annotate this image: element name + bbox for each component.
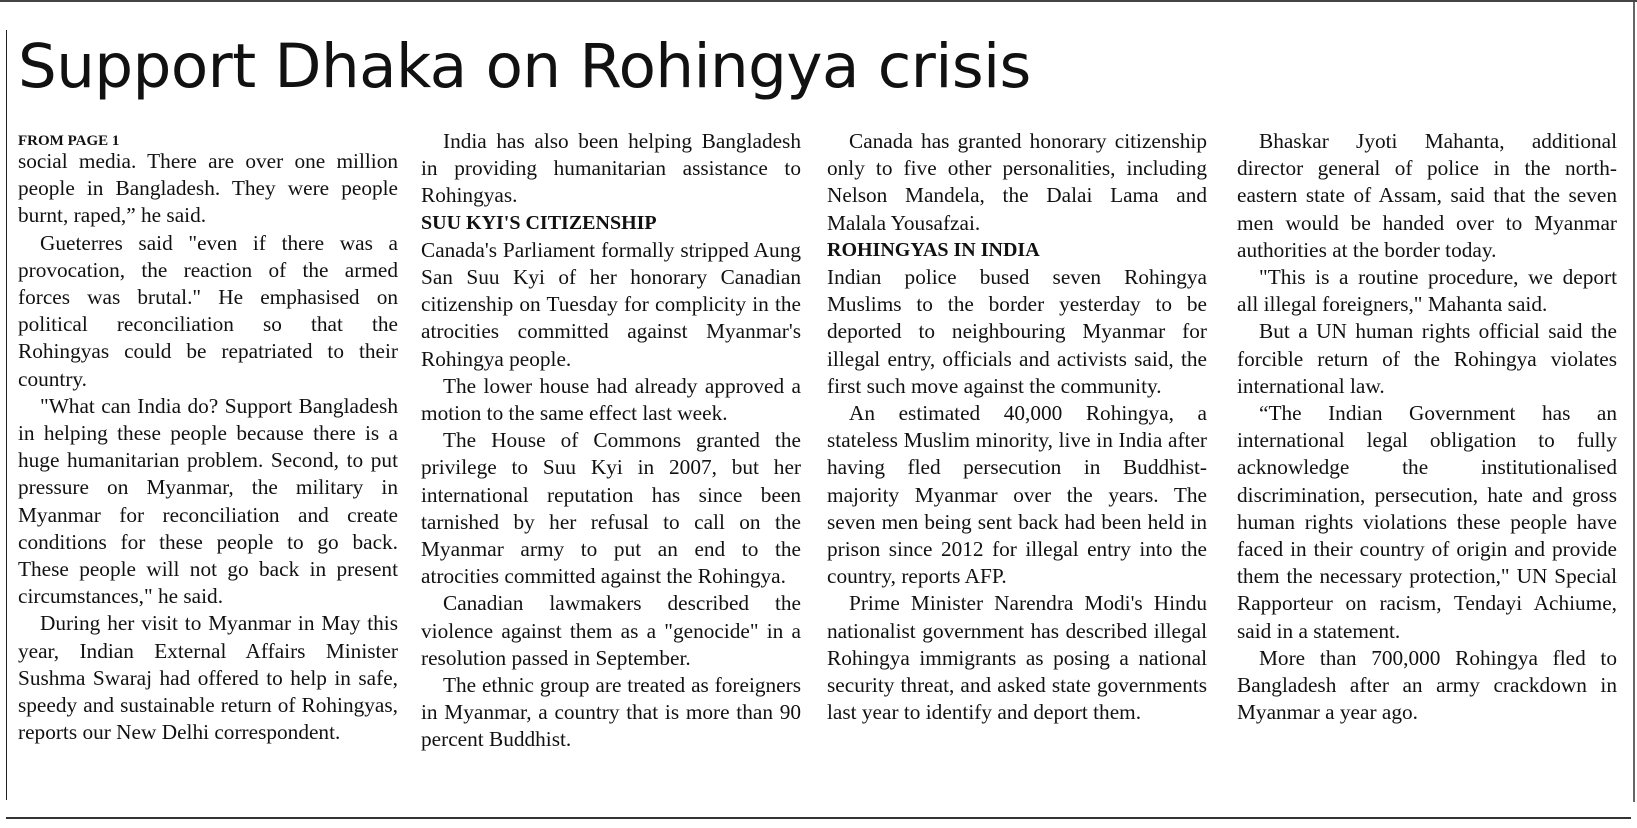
paragraph: Canada has granted honorary citizenship only to five other personalities, including Nelson Mandela, the Dalai Lama and Malala Yousafzai.	[827, 129, 1207, 235]
paragraph: social media. There are over one million people in Bangladesh. They were people burnt, raped,” he said.	[18, 149, 398, 228]
paragraph: "This is a routine procedure, we deport all illegal foreigners," Mahanta said.	[1237, 265, 1617, 317]
jump-line: FROM PAGE 1	[18, 133, 120, 149]
paragraph: Indian police bused seven Rohingya Muslims to the border yesterday to be deported to neighbouring Myanmar for illegal entry, officials and activists said, the first such move against the community.	[827, 265, 1207, 398]
paragraph: More than 700,000 Rohingya fled to Bangladesh after an army crackdown in Myanmar a year ago.	[1237, 645, 1617, 725]
headline: Support Dhaka on Rohingya crisis	[18, 31, 1031, 102]
paragraph: During her visit to Myanmar in May this year, Indian External Affairs Minister Sushma Swaraj had offered to help in safe, speedy and sustainable return of Rohingyas, reports our New Delhi correspondent.	[18, 611, 398, 745]
section-subheading: ROHINGYAS IN INDIA	[827, 238, 1040, 261]
paragraph: Bhaskar Jyoti Mahanta, additional director general of police in the north-eastern state of Assam, said that the seven men would be handed over to Myanmar authorities at the border today.	[1237, 129, 1617, 262]
paragraph: Canada's Parliament formally stripped Aung San Suu Kyi of her honorary Canadian citizenship on Tuesday for complicity in the atrocities committed against Myanmar's Rohingya people.	[421, 237, 801, 371]
article-column-4	[1237, 128, 1617, 726]
page-top-border	[0, 0, 1637, 2]
paragraph: India has also been helping Bangladesh in providing humanitarian assistance to Rohingyas.	[421, 129, 801, 208]
paragraph: Prime Minister Narendra Modi's Hindu nationalist government has described illegal Rohingya immigrants as posing a national security threat, and asked state governments last year to identify and deport them.	[827, 591, 1207, 725]
paragraph: Gueterres said "even if there was a provocation, the reaction of the armed forces was brutal." He emphasised on political reconciliation so that the Rohingyas could be repatriated to their country.	[18, 230, 398, 391]
article-column-3	[827, 128, 1207, 726]
article-column-2	[421, 128, 801, 754]
page-left-border	[6, 30, 7, 800]
paragraph: “The Indian Government has an international legal obligation to fully acknowledge the institutionalised discrimination, persecution, hate and gross human rights violations these people have faced in their country of origin and provide them the necessary protection," UN Special Rapporteur on racism, Tendayi Achiume, said in a statement.	[1237, 401, 1617, 643]
paragraph: Canadian lawmakers described the violence against them as a "genocide" in a resolution passed in September.	[421, 591, 801, 670]
section-subheading: SUU KYI'S CITIZENSHIP	[421, 211, 657, 234]
paragraph: "What can India do? Support Bangladesh in helping these people because there is a huge humanitarian problem. Second, to put pressure on Myanmar, the military in Myanmar for reconciliation and create conditions for these people to go back. These people will not go back in present circumstances," he said.	[18, 393, 398, 609]
paragraph: An estimated 40,000 Rohingya, a stateless Muslim minority, live in India after having fled persecution in Buddhist-majority Myanmar over the years. The seven men being sent back had been held in prison since 2012 for illegal entry into the country, reports AFP.	[827, 401, 1207, 589]
paragraph: The House of Commons granted the privilege to Suu Kyi in 2007, but her international reputation has since been tarnished by her refusal to call on the Myanmar army to put an end to the atrocities committed against the Rohingya.	[421, 428, 801, 589]
bottom-rule	[6, 817, 1631, 819]
paragraph: The lower house had already approved a motion to the same effect last week.	[421, 373, 801, 426]
paragraph: The ethnic group are treated as foreigners in Myanmar, a country that is more than 90 percent Buddhist.	[421, 673, 801, 752]
paragraph: But a UN human rights official said the forcible return of the Rohingya violates international law.	[1237, 319, 1617, 398]
page-right-border	[1633, 2, 1635, 802]
article-column-1	[18, 128, 398, 746]
